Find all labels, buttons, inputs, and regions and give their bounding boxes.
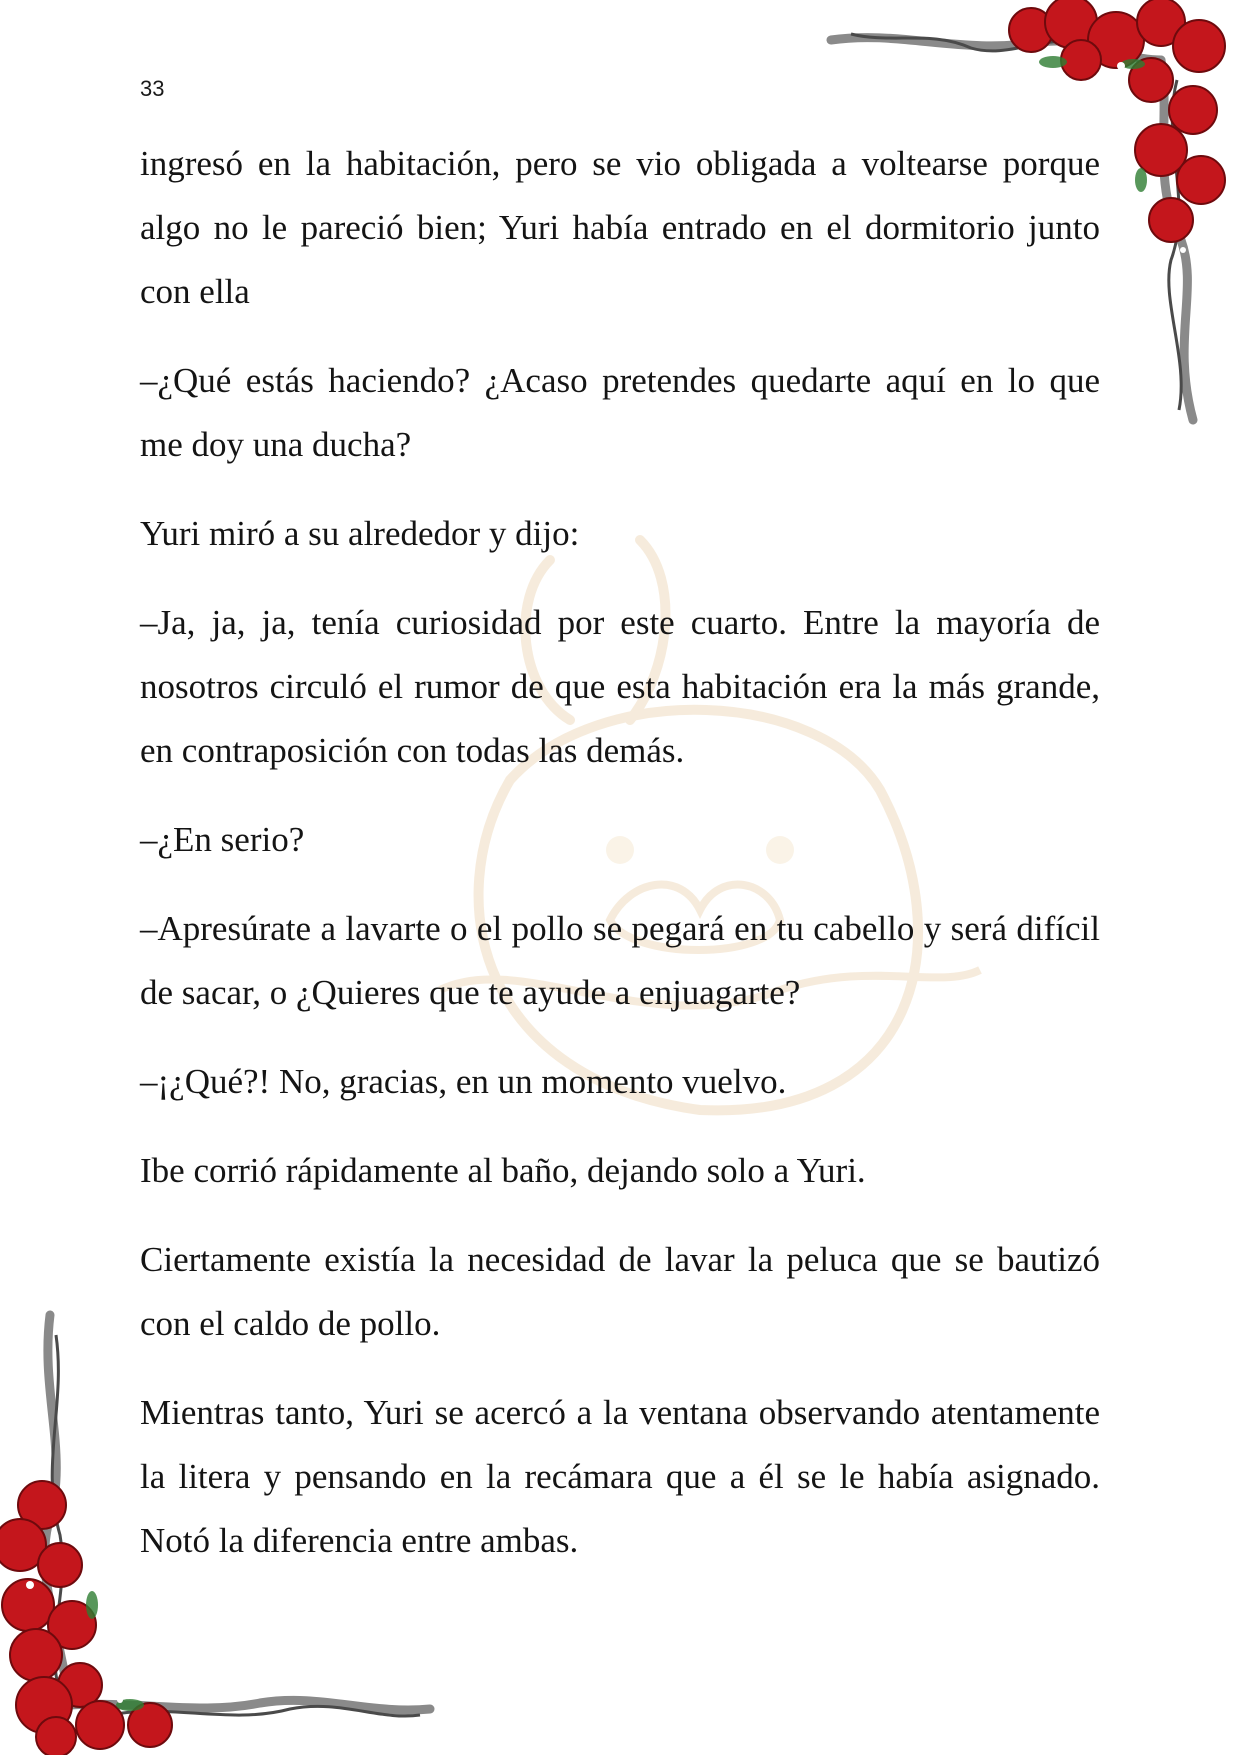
- paragraph: Ciertamente existía la necesidad de lavar la peluca que se bautizó con el caldo de pollo.: [140, 1240, 1100, 1343]
- paragraph: –¿En serio?: [140, 820, 305, 859]
- paragraph: –¡¿Qué?! No, gracias, en un momento vuelvo.: [140, 1062, 787, 1101]
- page-number: 33: [140, 76, 165, 101]
- paragraph: ingresó en la habitación, pero se vio obligada a voltearse porque algo no le pareció bien; Yuri había entrado en el dormitorio junto con ella: [140, 144, 1100, 311]
- paragraph: –¿Qué estás haciendo? ¿Acaso pretendes quedarte aquí en lo que me doy una ducha?: [140, 361, 1100, 464]
- paragraph: –Ja, ja, ja, tenía curiosidad por este cuarto. Entre la mayoría de nosotros circuló el rumor de que esta habitación era la más grande, en contraposición con todas las demás.: [140, 603, 1100, 770]
- paragraph: –Apresúrate a lavarte o el pollo se pegará en tu cabello y será difícil de sacar, o ¿Quieres que te ayude a enjuagarte?: [140, 909, 1100, 1012]
- paragraph: Ibe corrió rápidamente al baño, dejando solo a Yuri.: [140, 1151, 866, 1190]
- paragraph: Yuri miró a su alrededor y dijo:: [140, 514, 580, 553]
- body-text: [140, 132, 1100, 1598]
- paragraph: Mientras tanto, Yuri se acercó a la ventana observando atentamente la litera y pensando en la recámara que a él se le había asignado. Notó la diferencia entre ambas.: [140, 1393, 1100, 1560]
